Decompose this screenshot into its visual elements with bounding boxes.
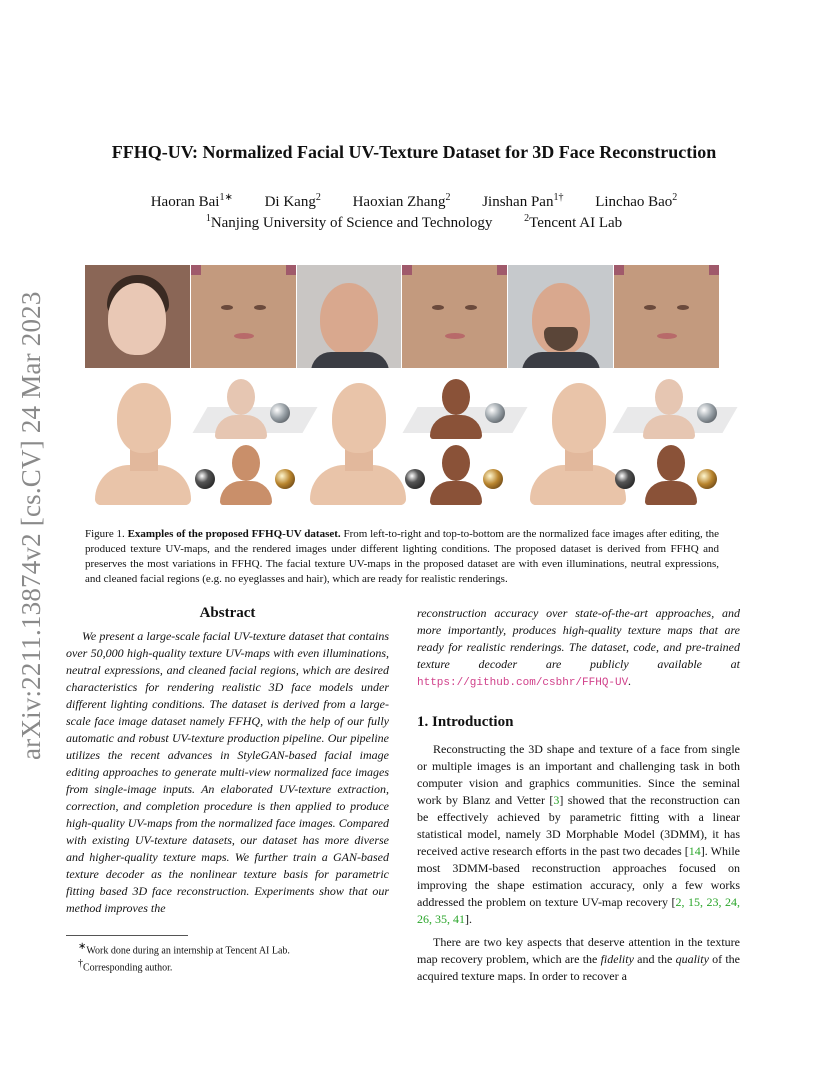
lighting-sphere-icon [485,403,505,423]
lighting-sphere-icon [195,469,215,489]
lighting-sphere-icon [697,403,717,423]
rendered-face [530,377,626,507]
lighting-sphere-icon [615,469,635,489]
abstract-continued: reconstruction accuracy over state-of-the-art approaches, and more importantly, produces high-quality texture maps that are ready for realistic renderings. The dataset, code, and pre-trained texture decoder are publicly available at https://github.com/csbhr/FFHQ-UV. [417,606,740,689]
lighting-sphere-icon [405,469,425,489]
arxiv-identifier: arXiv:2211.13874v2 [cs.CV] 24 Mar 2023 [16,291,46,760]
affiliation-list [60,213,768,232]
rendered-face [220,443,272,507]
author: Haoran Bai$^{1∗}$ [150,192,233,210]
right-column [417,605,740,991]
texture-uv-map [402,265,507,368]
lighting-sphere-icon [275,469,295,489]
rendered-face [215,377,267,441]
citation-link[interactable]: 14 [688,844,701,858]
lighting-sphere-icon [270,403,290,423]
left-column [66,605,389,917]
intro-paragraph: There are two key aspects that deserve attention in the texture map recovery problem, which are the fidelity and the quality of the acquired texture maps. In order to recover a [417,935,740,983]
affiliation: $^1$Nanjing University of Science and Technology [205,213,493,231]
footnotes [66,940,389,975]
author: Linchao Bao$^2$ [595,192,678,210]
citation-link[interactable]: 3 [553,793,560,807]
normalized-face-photo [297,265,402,368]
abstract-text: We present a large-scale facial UV-texture dataset that contains over 50,000 high-quality texture UV-maps with even illuminations, neutral expressions, and cleaned facial regions, which are desired characteristics for rendering realistic 3D face models under different lighting conditions. The dataset is derived from a large-scale face image dataset namely FFHQ, with the help of our fully automatic and robust UV-texture production pipeline. Our pipeline utilizes the recent advances in StyleGAN-based facial image editing approaches to generate multi-view normalized face images from single-image inputs. An elaborated UV-texture extraction, correction, and completion procedure is then applied to produce high-quality UV-maps from the normalized face images. Compared with existing UV-texture datasets, our dataset has more diverse and higher-quality texture maps. We further train a GAN-based texture decoder as the nonlinear texture basis for parametric fitting based 3D face reconstruction. Experiments show that our method improves the [66,629,389,915]
rendered-face [310,377,406,507]
rendered-face [95,377,191,507]
citation-link[interactable]: 2, 15, 23, 24, 26, 35, 41 [417,895,741,926]
intro-paragraph: Reconstructing the 3D shape and texture of a face from single or multiple images is an important and challenging task in both computer vision and graphics communities. Since the seminal work by Blanz and Vetter [3] showed that the reconstruction can be effectively achieved by parametric fitting with a linear statistical model, namely 3D Morphable Model (3DMM), it has received active research efforts in the past two decades [14]. While most 3DMM-based reconstruction approaches focused on improving the shape estimation accuracy, only a few works addressed the problem on texture UV-map recovery [2, 15, 23, 24, 26, 35, 41]. [417,742,741,926]
paper-title: FFHQ-UV: Normalized Facial UV-Texture Dataset for 3D Face Reconstruction [111,142,717,162]
figure-caption: Figure 1. Examples of the proposed FFHQ-UV dataset. From left-to-right and top-to-bottom are the normalized face images after editing, the produced texture UV-maps, and the rendered images under different lighting conditions. The proposed dataset is derived from FFHQ and preserves the most variations in FFHQ. The facial texture UV-maps in the proposed dataset are with even illuminations, neutral expressions, and cleaned facial regions (e.g. no eyeglasses and hair), which are ready for realistic renderings. [85,528,720,585]
lighting-sphere-icon [483,469,503,489]
face-image-row [85,265,719,368]
footnote: †Corresponding author. [78,958,173,974]
abstract-heading: Abstract [199,605,256,621]
author-list [60,192,768,211]
footnote-divider [66,935,188,936]
rendered-face [643,377,695,441]
rendered-face [430,443,482,507]
author: Haoxian Zhang$^2$ [352,192,451,210]
author: Di Kang$^2$ [264,192,321,210]
texture-uv-map [191,265,296,368]
author: Jinshan Pan$^{1\dagger}$ [482,192,564,210]
github-link[interactable]: https://github.com/csbhr/FFHQ-UV [417,677,629,689]
rendered-face [645,443,697,507]
lighting-sphere-icon [697,469,717,489]
footnote: ∗Work done during an internship at Tencent AI Lab. [78,941,290,957]
normalized-face-photo [508,265,613,368]
normalized-face-photo [85,265,190,368]
figure-1-image [85,265,719,515]
affiliation: $^2$Tencent AI Lab [524,213,623,231]
rendered-face [430,377,482,441]
rendered-faces-row [85,377,719,517]
section-heading: 1. Introduction [417,714,514,730]
texture-uv-map [614,265,719,368]
